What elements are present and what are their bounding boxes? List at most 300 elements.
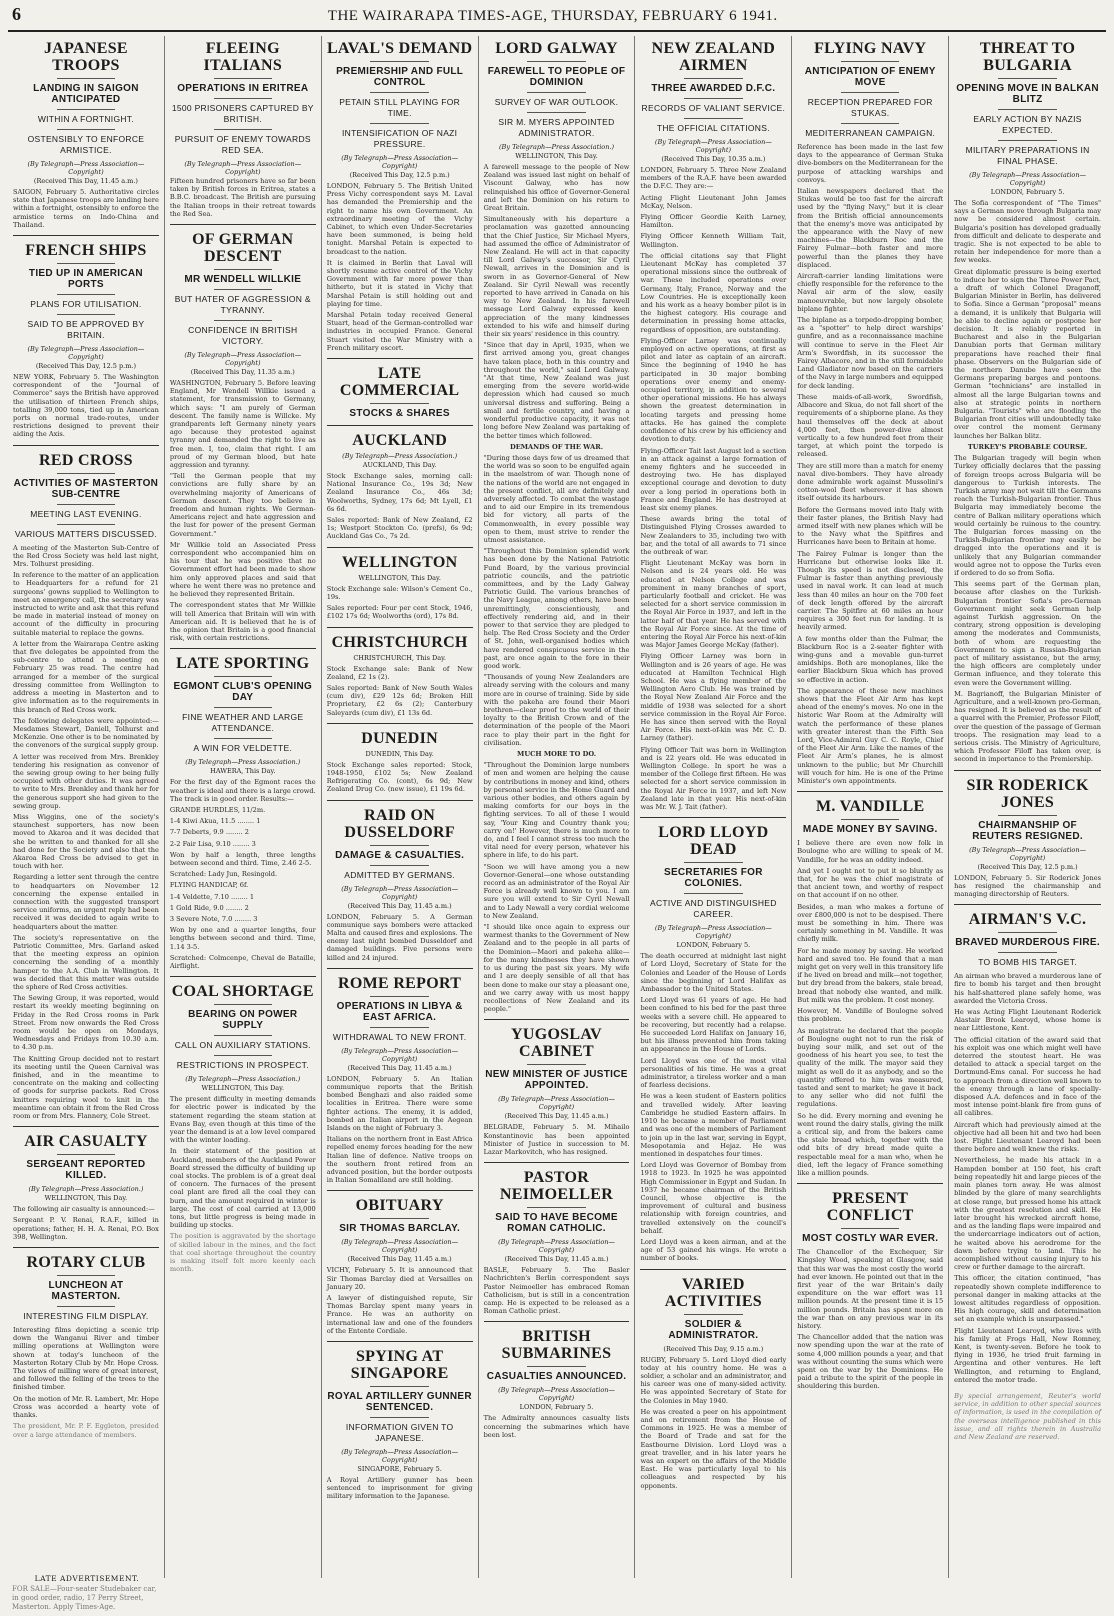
article-subheading: CALL ON AUXILIARY STATIONS. bbox=[174, 1040, 311, 1051]
article-paragraph: The following air casualty is announced:— bbox=[13, 1205, 155, 1214]
article-paragraph: Sales reported: Bank of New Zealand, £2 1s; Westport Stockton Co. (prefs), 6s 9d; Auckland Gas Co., 7s 2d. bbox=[326, 516, 473, 541]
article-headline: LORD GALWAY bbox=[495, 40, 618, 57]
article-dateline: HAWERA, This Day. bbox=[210, 767, 276, 776]
article bbox=[327, 634, 473, 717]
article bbox=[170, 231, 316, 642]
article-paragraph: This officer, the citation continued, "has repeatedly shown complete indifference to personal danger in making attacks at the lowest altitudes regardless of opposition. His high courage, skill and determination set an example which is unsurpassed." bbox=[954, 1274, 1102, 1324]
article-paragraph: A few months older than the Fulmar, the Blackburn Roc is a 2-seater fighter with wing-guns and a movable gun-turret amidships. Both are monoplanes, like the earlier Blackburn Skua which has proved so effective in action. bbox=[797, 634, 944, 684]
article-headline: SIR RODERICK JONES bbox=[966, 776, 1089, 811]
article-paragraph: For the first day of the Egmont races the weather is ideal and there is a large crowd. The track is in good order. Results:— bbox=[169, 778, 316, 803]
article-credit: (By Telegraph—Press Association—Copyright) bbox=[341, 154, 459, 170]
article-subheading: PLANS FOR UTILISATION. bbox=[30, 299, 142, 310]
article-paragraph: VICHY, February 5. It is announced that Sir Thomas Barclay died at Versailles on January 20. bbox=[326, 1266, 473, 1291]
article-paragraph: LONDON, February 5. A German communique says bombers were attacked Malta and caused fires and explosions. The enemy last night bombed Dusseldorf and damaged buildings. Five persons were killed and 24 injured. bbox=[326, 912, 473, 962]
divider bbox=[57, 109, 115, 110]
article-paragraph: Won by one and a quarter lengths, four lengths between second and third. Time, 1.14 3-5. bbox=[169, 926, 316, 951]
article-subheading: DAMAGE & CASUALTIES. bbox=[335, 849, 465, 861]
article-paragraph: An airman who braved a murderous lane of fire to bomb his target and then brought his half-shattered plane safely home, was awarded the Victoria Cross. bbox=[954, 972, 1102, 1005]
article-headline: CHRISTCHURCH bbox=[331, 633, 468, 651]
article-subheading: ROYAL ARTILLERY GUNNER SENTENCED. bbox=[327, 1391, 472, 1414]
article-divider bbox=[13, 445, 159, 446]
column-7 bbox=[949, 36, 1106, 1578]
article-paragraph: Stock Exchange sales, morning call: National Insurance Co., 19s 3d; New Zealand Insurance Co., 46s 3d; Woolworths, Sydney, 17s 6d; Mt Lyell, £1 6s 6d. bbox=[326, 472, 473, 513]
article bbox=[13, 40, 159, 229]
columns bbox=[8, 36, 1106, 1578]
column-2 bbox=[165, 36, 322, 1578]
column-3 bbox=[322, 36, 479, 1578]
article-divider bbox=[170, 648, 316, 649]
article-divider bbox=[640, 817, 786, 818]
page-number: 6 bbox=[12, 4, 22, 24]
article-paragraph: "I should like once again to express our warmest thanks to the Government of New Zealand and to the people in all parts of the Dominion—Maori and pakeha alike—for the many kindnesses they have shown to us during the past six years. My wife and I are deeply sensible of all that has been done to make our stay a pleasant one, and we carry away with us most happy recollections of New Zealand and its people." bbox=[483, 923, 630, 1014]
divider bbox=[527, 1207, 585, 1208]
article-subheading: BEARING ON POWER SUPPLY bbox=[188, 1009, 298, 1032]
divider bbox=[370, 1218, 428, 1219]
article-paragraph: The position is aggravated by the shortage of skilled labour in the mines, and the fact that coal shortage throughout the country is making itself felt more keenly each month. bbox=[169, 1232, 316, 1274]
late-advertisement-text: FOR SALE—Four-seater Studebaker car, in good order, radio, 17 Perry Street, Masterton. Apply Times-Age. bbox=[12, 1585, 157, 1611]
article-headline: FRENCH SHIPS bbox=[25, 242, 147, 260]
article bbox=[170, 983, 316, 1273]
article-credit: (By Telegraph—Press Association.) bbox=[499, 143, 614, 151]
article-subheading: SAID TO HAVE BECOME ROMAN CATHOLIC. bbox=[495, 1212, 618, 1235]
article-headline: FLYING NAVY bbox=[814, 40, 927, 57]
divider bbox=[214, 1055, 272, 1056]
article-credit: (By Telegraph—Press Association.) bbox=[185, 1075, 301, 1084]
article-subheading: ACTIVE AND DISTINGUISHED CAREER. bbox=[650, 898, 777, 920]
article-paragraph: The Bulgarian tragedy will begin when Turkey officially declares that the passing of foreign troops across Bulgaria will be dangerous to Turkish interests. The Turkish army may not wait till the Germans reach the Turkish-Bulgarian frontier. Thus Bulgaria may immediately become the centre of Balkan military operations which would certainly be ruinous to the country. The Bulgarian forces massing on the Turkish-Bulgarian frontier may easily be dragged into the operations and it is unlikely that any Bulgarian commander would agree not to oppose the Turks even if ordered to do so from Sofia. bbox=[954, 454, 1102, 577]
article-paragraph: The correspondent states that Mr Willkie will tell America that Britain will win with American aid. It is believed that he is of the opinion that Britain is a good financial risk, with certain restrictions. bbox=[169, 601, 316, 643]
divider bbox=[57, 1154, 115, 1155]
article-divider bbox=[484, 1321, 630, 1322]
article-credit: (By Telegraph—Press Association.) bbox=[342, 452, 458, 461]
article-dateline: (Received This Day, 10.35 a.m.) bbox=[661, 155, 766, 163]
article-paragraph: Flying Officer Kenneth William Tait, Wellington. bbox=[640, 232, 787, 249]
article-paragraph: Flying Officer Tait was born in Wellington and is 22 years old. He was educated in Wellington College. In sport he was a member of the College first fifteen. He was selected for a short service commission in the Royal Air Force in 1937, and left New Zealand late in that year. His next-of-kin was Mr. W. J. Tait (father). bbox=[640, 745, 787, 812]
article-paragraph: "Throughout this Dominion splendid work has been done by the National Patriotic Fund Board, by the various provincial patriotic councils, and the patriotic committees, and by the Lady Galway Patriotic Guild. The various branches of the Navy League, among others, have been unremittingly, conscientiously, and effectively rendering aid, and in their power to that service they are pledged to help. The Red Cross Society and the Order of St. John, well-organised bodies which have rendered conspicuous service in the past, are once again to the fore in their good work. bbox=[483, 547, 630, 670]
article-paragraph: In reference to the matter of an application to Headquarters for a refund for 21 surgeons' gowns supplied to Wellington to meet an emergency call, the secretary was instructed to write and ask that this refund be made in material instead of money on account of the difficulty in procuring suitable material to replace the gowns. bbox=[13, 571, 159, 637]
article-divider bbox=[327, 425, 473, 426]
article-headline: FLEEING ITALIANS bbox=[203, 40, 283, 74]
article-paragraph: The present difficulty in meeting demands for electric power is indicated by the statement regarding the steam station at Evans Bay, even though at this time of the year the demand is at a low level compared with the winter loading. bbox=[169, 1095, 316, 1145]
article-dateline: DUNEDIN, This Day. bbox=[365, 749, 434, 758]
article-divider bbox=[13, 235, 159, 236]
article-subheading: CASUALTIES ANNOUNCED. bbox=[486, 1371, 627, 1383]
column-5 bbox=[635, 36, 792, 1578]
article-subheading: SECRETARIES FOR COLONIES. bbox=[663, 867, 763, 890]
reuters-note: By special arrangement, Reuter's world service, in addition to other special sources of information, is used in the compilation of the overseas intelligence published in this issue, and all rights therein in Australia and New Zealand are reserved. bbox=[954, 1391, 1102, 1441]
article-paragraph: Scratched: Lady Jun, Resingold. bbox=[169, 870, 278, 879]
article-paragraph: They are still more than a match for enemy naval dive-bombers. They have already done admirable work against Mussolini's cotton-wool fleet wherever it has shown itself outside its harbours. bbox=[797, 461, 944, 503]
article-credit: (By Telegraph—Press Association—Copyright) bbox=[654, 138, 772, 154]
article-paragraph: Aircraft-carrier landing limitations were chiefly responsible for the reference to the Naval air arm of the slow, easily manoeuvrable, but now largely obsolete biplane fighter. bbox=[797, 272, 944, 313]
divider bbox=[370, 1027, 428, 1028]
article-subheading: BRAVED MURDEROUS FIRE. bbox=[955, 937, 1100, 949]
article-divider bbox=[327, 547, 473, 548]
article bbox=[640, 1276, 786, 1490]
article-subheading: INFORMATION GIVEN TO JAPANESE. bbox=[345, 1422, 454, 1444]
article-dateline: (Received This Day, 11.45 a.m.) bbox=[33, 177, 138, 185]
article-paragraph: Nevertheless, he made his attack in a Hampden bomber at 150 feet, his craft being repeatedly hit and large pieces of the main planes torn away. He was almost blinded by the glare of many searchlights at close range, but pressed home his attack with the greatest resolution and skill. He later brought his wrecked aircraft home, and as the landing flaps were impaired and the undercarriage indicators out of action, he waited above his aerodrome for the dawn before trying to land. This he accomplished without causing injury to his crew or further damage to the aircraft. bbox=[954, 1156, 1102, 1272]
article-subheading: PURSUIT OF ENEMY TOWARDS RED SEA. bbox=[174, 134, 311, 155]
article bbox=[170, 40, 316, 218]
article-paragraph: 3 Severe Note, 7.0 ........ 3 bbox=[169, 914, 258, 923]
divider bbox=[370, 1417, 428, 1418]
article-paragraph: The Fairey Fulmar is longer than the Hurricane but otherwise looks like it. Though its speed is not disclosed, the Fulmar is faster than anything previously used in naval work. It can lead at much less than 40 miles an hour on the 700 feet of deck length offered by the aircraft carrier. The Spitfire at 60 miles an hour requires a 300 feet run for landing. It is heavily armed. bbox=[797, 549, 944, 632]
article-divider bbox=[13, 1126, 159, 1127]
article-divider bbox=[13, 1247, 159, 1248]
article-paragraph: The official citation of the award said that his exploit was one which might well have deterred the stoutest heart. He was detailed to attack a special target on the Dortmund-Ems canal. For success he had to approach from a direction well known to the enemy through a lane of specially-disposed A.A. defences and in face of the most intense point-blank fire from guns of all calibres. bbox=[954, 1035, 1102, 1118]
article-paragraph: "Thousands of young New Zealanders are already serving with the colours and many more are in course of training. Side by side with the pakeha are found their Maori brethren—clear proof to the world of their loyalty to the British Crown and of the determination of the people of the Maori race to play their part in the fight for civilisation. bbox=[483, 673, 630, 747]
article-subheading: PREMIERSHIP AND FULL CONTROL bbox=[336, 66, 464, 88]
article-divider bbox=[484, 1019, 630, 1020]
article-paragraph: 2-2 Fair Lisa, 9.10 ........ 3 bbox=[169, 839, 256, 848]
article-paragraph: The following delegates were appointed:—Mesdames Stewart, Daniell, Tolhurst and McKenzie. One other is to be nominated by the convenors of the surgical supply group. bbox=[13, 716, 159, 750]
divider bbox=[214, 129, 272, 130]
article-headline: ROTARY CLUB bbox=[26, 1254, 146, 1272]
article-paragraph: The Admiralty announces casualty lists concerning the submarines which have been lost. bbox=[483, 1414, 630, 1439]
divider bbox=[998, 815, 1057, 816]
divider bbox=[998, 952, 1057, 953]
article bbox=[327, 554, 473, 621]
divider bbox=[841, 1228, 899, 1229]
article-subheading: LUNCHEON AT MASTERTON. bbox=[48, 1280, 124, 1303]
article-subheading: THREE AWARDED D.F.C. bbox=[651, 83, 776, 94]
article-credit: (By Telegraph—Press Association—Copyright) bbox=[498, 1386, 615, 1403]
article-paragraph: Stock Exchange sales reported: Stock, 1948-1950, £102 5s; New Zealand Refrigerating Co. (cont), 6s 9d; New Zealand Drug Co. (new issue), £1 19s 6d. bbox=[326, 760, 473, 794]
article-paragraph: MUCH MORE TO DO. bbox=[517, 750, 596, 759]
column-1 bbox=[8, 36, 165, 1578]
article-subheading: WITHDRAWAL TO NEW FRONT. bbox=[332, 1031, 467, 1042]
article-divider bbox=[484, 1162, 630, 1163]
article-subheading: FINE WEATHER AND LARGE ATTENDANCE. bbox=[182, 712, 304, 734]
divider bbox=[841, 123, 899, 124]
divider bbox=[527, 61, 585, 62]
article-paragraph: Scratched: Colmcenpe, Cheval de Bataille, Airflight. bbox=[169, 953, 316, 970]
article-headline: LAVAL'S DEMAND bbox=[326, 40, 473, 57]
article-subheading: BUT HATER OF AGGRESSION & TYRANNY. bbox=[174, 294, 311, 316]
article-paragraph: BASLE, February 5. The Basler Nachrichten's Berlin correspondent says Pastor Neimoeller has embraced Roman Catholicism, but is still in a concentration camp. He is expected to be released as a Roman Catholic priest. bbox=[483, 1266, 630, 1316]
article-paragraph: Won by half a length, three lengths between second and third. Time, 2.46 2-5. bbox=[169, 850, 316, 867]
divider bbox=[57, 473, 115, 474]
article bbox=[327, 432, 473, 541]
divider bbox=[998, 78, 1057, 79]
article-credit: (By Telegraph—Press Association—Copyright) bbox=[654, 924, 772, 941]
divider bbox=[527, 112, 585, 113]
article-headline: OF GERMAN DESCENT bbox=[192, 231, 294, 266]
article-headline: BRITISH SUBMARINES bbox=[501, 1328, 612, 1363]
article-paragraph: 1 Gold Ride, 9.0 ........ 2 bbox=[169, 903, 249, 912]
article-subheading: ANTICIPATION OF ENEMY MOVE bbox=[804, 66, 936, 88]
article-credit: (By Telegraph—Press Association—Copyright) bbox=[184, 351, 302, 368]
article-paragraph: Stock Exchange sale: Wilson's Cement Co., 19s. bbox=[326, 584, 473, 601]
article-credit: (By Telegraph—Press Association—Copyright) bbox=[27, 345, 145, 362]
divider bbox=[998, 109, 1057, 110]
article-headline: LORD LLOYD DEAD bbox=[658, 824, 769, 859]
divider bbox=[998, 140, 1057, 141]
article-paragraph: SAIGON, February 5. Authoritative circles state that Japanese troops are landing here within a fortnight, ostensibly to enforce the armistice terms on Indo-China and Thailand. bbox=[13, 188, 159, 229]
article-paragraph: "During those days few of us dreamed that the world was so soon to be engulfed again in the maelstrom of war. Though none of the nations of the world are not engaged in the present conflict, all are definitely and adversely affected. To combat the wastage and to aid our Empire in its tremendous bid for victory, all parts of the Commonwealth, in every possible way open to them, must strive to render the utmost assistance. bbox=[483, 453, 630, 544]
divider bbox=[370, 123, 428, 124]
divider bbox=[370, 865, 428, 866]
article-divider bbox=[954, 904, 1101, 905]
article-headline: OBITUARY bbox=[355, 1197, 444, 1215]
article-paragraph: The biplane as a torpedo-dropping bomber, as a "spotter" to help direct warships' gunfire, and as a reconnaissance machine will continue to serve in the Fleet Air Arm's Swordfish, in its successor the Fairey Albacore, and in the still formidable Land Gladiator now based on the carriers of the Navy in large numbers and equipped for deck landing. bbox=[797, 316, 944, 390]
article-headline: AIR CASUALTY bbox=[24, 1133, 148, 1151]
divider bbox=[57, 78, 115, 79]
article-paragraph: The Knitting Group decided not to restart its meeting until the Queen Carnival was finished, and in the meantime to concentrate on the making and collecting of goods for surprise packets. Red Cross knitters requiring wool to knit in the meantime can obtain it from the Red Cross room or from Mrs. Flannery, Cole Street. bbox=[13, 1054, 159, 1121]
article-divider bbox=[327, 968, 473, 969]
article-subheading: MEDITERRANEAN CAMPAIGN. bbox=[805, 128, 936, 138]
article-paragraph: Acting Flight Lieutenant John James McKay, Nelson. bbox=[640, 193, 787, 210]
article-paragraph: Reference has been made in the last few days to the appearance of German Stuka dive-bombers on the Mediterranean for the purpose of attacking warships and convoys. bbox=[797, 143, 944, 184]
article-paragraph: Sales reported: Bank of New South Wales (cum div), £29 12s 6d; Broken Hill Proprietary, £2 6s (2); Canterbury Saleyards (cum div), £1 13s 6d. bbox=[326, 683, 473, 717]
divider bbox=[57, 1306, 115, 1307]
divider bbox=[841, 819, 899, 820]
article-paragraph: GRANDE HURDLES, 11/2m. bbox=[169, 805, 266, 814]
article-paragraph: FLYING HANDICAP, 6f. bbox=[169, 881, 249, 890]
divider bbox=[214, 738, 272, 739]
article-dateline: (Received This Day, 11.45 a.m.) bbox=[504, 1255, 609, 1264]
article-credit: (By Telegraph—Press Association—Copyright) bbox=[969, 845, 1087, 862]
article-paragraph: This seems part of the German plan, because after clashes on the Turkish-Bulgarian frontier Sofia's pro-German Government might seek German help against Turkish aggression. On the contrary, strong opposition is developing among the moderates and Communists, both of whom are requesting the Government to sign a Russian-Bulgarian pact of military assistance, but the army, the high officers are completely under German influence, and they tolerate this even were the Government willing. bbox=[954, 580, 1102, 687]
article-paragraph: However, M. Vandille of Boulogne solved this problem. bbox=[797, 1007, 944, 1024]
article bbox=[13, 242, 159, 439]
article-divider bbox=[327, 1341, 473, 1342]
article-paragraph: Flight Lieutenant Learoyd, who lives with his family at Frogs Hall, New Romney, Kent, is twenty-seven. Before he took to flying in 1936, he tried fruit farming in Argentina and other ventures. He left Wellington, and returning to England, entered the motor trade. bbox=[954, 1326, 1102, 1384]
article-paragraph: NEW YORK, February 5. The Washington correspondent of the "Journal of Commerce" says the British have approved the utilisation of thirteen French ships, totalling 39,000 tons, tied up in American ports on normal trade-routes, under restrictions designed to prevent their aiding the Axis. bbox=[13, 373, 159, 439]
article-credit: (By Telegraph—Press Association—Copyright) bbox=[341, 884, 459, 901]
article-dateline: WELLINGTON, This Day. bbox=[358, 573, 441, 582]
article-paragraph: Mr Willkie told an Associated Press correspondent who accompanied him on his tour that he was positive that no Government effort had been made to show him only approved places and said that where he went there was no pretence and he believed they represented Britain. bbox=[169, 540, 316, 599]
divider bbox=[214, 1035, 272, 1036]
divider bbox=[370, 403, 428, 404]
article-paragraph: He was Acting Flight Lieutenant Roderick Alastair Brook Learoyd, whose home is near Littlestone, Kent. bbox=[954, 1008, 1102, 1033]
divider bbox=[214, 98, 272, 99]
divider bbox=[57, 263, 115, 264]
article-credit: (By Telegraph—Press Association—Copyright) bbox=[969, 171, 1087, 187]
divider bbox=[57, 504, 115, 505]
article bbox=[484, 40, 630, 1013]
article-credit: (By Telegraph—Press Association.) bbox=[185, 758, 301, 767]
article-paragraph: A meeting of the Masterton Sub-Centre of the Red Cross Society was held last night, Mrs. Tolhurst presiding. bbox=[13, 543, 159, 569]
article-paragraph: Marshal Petain today received General Stuart, head of the German-controlled war industries in occupied France. General Stuart visited the War Ministry with a French military escort. bbox=[326, 311, 473, 352]
article-divider bbox=[327, 800, 473, 801]
article bbox=[797, 1190, 943, 1390]
article-paragraph: The president, Mr. P. F. Eggleton, presided over a large attendance of members. bbox=[13, 1422, 159, 1439]
article-subheading: EARLY ACTION BY NAZIS EXPECTED. bbox=[973, 114, 1082, 135]
article-subheading: MOST COSTLY WAR EVER. bbox=[802, 1233, 939, 1245]
article-paragraph: DEMANDS OF THE WAR. bbox=[510, 442, 604, 451]
article-dateline: CHRISTCHURCH, This Day. bbox=[353, 653, 446, 662]
article-subheading: SIR M. MYERS APPOINTED ADMINISTRATOR. bbox=[498, 117, 615, 138]
article-subheading: RESTRICTIONS IN PROSPECT. bbox=[176, 1060, 309, 1071]
article-paragraph: He was a keen student of Eastern politics and travelled widely. After leaving Cambridge he studied Eastern affairs. In 1910 he became a member of Parliament and was one of the members of Parliament to join up in the last war, serving in Egypt, Mesopotamia and Hejaz. He was mentioned in despatches four times. bbox=[640, 1092, 787, 1158]
article-dateline: (Received This Day, 12.5 p.m.) bbox=[35, 362, 136, 371]
divider bbox=[214, 78, 272, 79]
article-paragraph: Stock Exchange sale: Bank of New Zealand, £2 1s (2). bbox=[326, 664, 473, 681]
article-dateline: (Received This Day, 11.45 a.m.) bbox=[504, 1112, 609, 1121]
article-credit: (By Telegraph—Press Association—Copyright) bbox=[498, 1095, 615, 1112]
article-paragraph: Regarding a letter sent through the centre to headquarters on November 12 concerning the expense entailed in connection with the suggested transport service uniforms, an urgent reply had been received it was decided to again write to headquarters about the matter. bbox=[13, 873, 159, 931]
divider bbox=[214, 676, 272, 677]
article-headline: LATE SPORTING bbox=[176, 655, 310, 673]
article-credit: (By Telegraph—Press Association—Copyright) bbox=[341, 1238, 459, 1255]
article-dateline: WELLINGTON, This Day. bbox=[201, 1084, 285, 1093]
divider bbox=[684, 118, 742, 119]
article-paragraph: In their statement of the position at Auckland, members of the Auckland Power Board stressed the difficulty of building up coal stocks. The problem is of a great deal of concern. The furnaces of the present coal plant are fired all the coal they can burn, and the amount required in winter is large. The cost of coal carried at 13,000 tons, but little progress is being made in building up stocks. bbox=[169, 1147, 316, 1230]
article-subheading: OSTENSIBLY TO ENFORCE ARMISTICE. bbox=[27, 134, 145, 155]
divider bbox=[684, 78, 742, 79]
article-subheading: CHAIRMANSHIP OF REUTERS RESIGNED. bbox=[972, 819, 1083, 842]
article-headline: WELLINGTON bbox=[341, 553, 458, 571]
article-dateline: LONDON, February 5. bbox=[676, 941, 751, 950]
article bbox=[327, 1348, 473, 1501]
article-paragraph: A letter from the Wairarapa Centre asking that five delegates be appointed from the sub-centre to attend a meeting on February 25 was read. The centre had arranged for a member of the surgical dressing committee from Wellington to address a meeting in Masterton and to give information as to the requirements in this branch of Red Cross work. bbox=[13, 639, 159, 714]
article-paragraph: The Sewing Group, it was reported, would restart its weekly meeting beginning on Friday in the Red Cross rooms in Park Street. From now onwards the Red Cross room would be open on Mondays, Wednesdays and Fridays from 10.30 a.m. to 4.30 p.m. bbox=[13, 994, 159, 1052]
article-divider bbox=[170, 224, 316, 225]
article-paragraph: As magistrate he declared that the people of Boulogne ought not to run the risk of buying sour milk, and set out of the goodness of his heart you see, to test the quality of the milk. The mayor said they might as well do it as anybody, and so the quantity offered to him was measured, tasted and sent to market; he gave it back to any seller who did not fulfil the regulations. bbox=[797, 1026, 944, 1109]
article-headline: RAID ON DUSSELDORF bbox=[344, 806, 455, 841]
divider bbox=[841, 92, 899, 93]
article-paragraph: "Soon we will have among you a new Governor-General—one whose outstanding record as an administrator of the Royal Air Force is already well known to you. I am sure you will extend to Sir Cyril Newall and to Lady Newall a very cordial welcome to New Zealand. bbox=[483, 862, 630, 920]
masthead bbox=[8, 4, 1106, 32]
article-dateline: SINGAPORE, February 5. bbox=[357, 1465, 442, 1474]
article-headline: AIRMAN'S V.C. bbox=[968, 911, 1087, 929]
article-divider bbox=[327, 723, 473, 724]
article-paragraph: "Throughout the Dominion large numbers of men and women are helping the cause by contributions in money and kind, others by personal service in the Home Guard and various other bodies, and others again by making comforts for our boys in the fighting services. To all of these I would say, 'Your King and Country thank you; carry on!' However, there is much more to do, and I feel I cannot stress too much the vital need for every person, whatever his sphere in life, to do his part. bbox=[483, 761, 630, 860]
article-paragraph: RUGBY, February 5. Lord Lloyd died early today at his country home. He was a soldier, a scholar and an administrator, and his career was one of many-sided activity. He was appointed Secretary of State for the Colonies in May 1940. bbox=[640, 1355, 787, 1405]
article-subheading: INTERESTING FILM DISPLAY. bbox=[23, 1311, 149, 1322]
article-paragraph: The Sofia correspondent of "The Times" says a German move through Bulgaria may now be considered almost certain. Bulgaria's position has developed gradually from difficult and delicate to desperate and tragic. She is not expected to be able to retain her independence for more than a few weeks. bbox=[954, 199, 1102, 265]
divider bbox=[370, 92, 428, 93]
article-headline: YUGOSLAV CABINET bbox=[510, 1026, 603, 1061]
article-headline: DUNEDIN bbox=[361, 729, 439, 747]
article-divider bbox=[797, 1183, 943, 1184]
article-subheading: SIR THOMAS BARCLAY. bbox=[339, 1223, 461, 1235]
article-headline: AUCKLAND bbox=[352, 432, 448, 450]
article-subheading: TO BOMB HIS TARGET. bbox=[978, 957, 1077, 968]
article bbox=[13, 1133, 159, 1241]
article-credit: (By Telegraph—Press Association—Copyright) bbox=[27, 160, 145, 176]
divider bbox=[370, 1386, 428, 1387]
divider bbox=[57, 524, 115, 525]
divider bbox=[57, 129, 115, 130]
article-paragraph: Sergeant P. V. Renai, R.A.F., killed in operations; father, H. H. A. Renai, P.O. Box 398, Wellington. bbox=[13, 1216, 159, 1241]
article-headline: NEW ZEALAND AIRMEN bbox=[651, 40, 776, 74]
article-headline: PRESENT CONFLICT bbox=[826, 1190, 914, 1225]
divider bbox=[57, 1275, 115, 1276]
article-headline: RED CROSS bbox=[39, 451, 133, 469]
article-subheading: RECORDS OF VALIANT SERVICE. bbox=[641, 103, 786, 113]
article bbox=[797, 798, 943, 1177]
article-subheading: ADMITTED BY GERMANS. bbox=[344, 869, 455, 880]
article bbox=[327, 1197, 473, 1335]
article-divider bbox=[327, 1190, 473, 1191]
article-subheading: TIED UP IN AMERICAN PORTS bbox=[28, 268, 143, 291]
article-paragraph: LONDON, February 5. Sir Roderick Jones has resigned the chairmanship and managing directorship of Reuters. bbox=[954, 873, 1102, 899]
article-paragraph: LONDON, February 5. Three New Zealand members of the R.A.F. have been awarded the D.F.C. They are:— bbox=[640, 166, 787, 191]
divider bbox=[527, 1064, 585, 1065]
divider bbox=[527, 1366, 585, 1367]
article-credit: (By Telegraph—Press Association.) bbox=[28, 1185, 144, 1194]
article-headline: LATE COMMERCIAL bbox=[339, 365, 460, 400]
article-subheading: MR WENDELL WILLKIE bbox=[184, 274, 302, 286]
article-paragraph: BELGRADE, February 5. M. Mihailo Konstantinovic has been appointed Minister of Justice in succession to M. Lazar Markovitch, who has resigned. bbox=[483, 1123, 630, 1156]
article-credit: (By Telegraph—Press Association—Copyright) bbox=[184, 160, 302, 176]
article-paragraph: It is claimed in Berlin that Laval will shortly resume active control of the Vichy Government with far more power than hitherto, but it is stated in Vichy that Marshal Petain is still holding out and playing for time. bbox=[326, 258, 473, 308]
late-advertisement-label: LATE ADVERTISEMENT. bbox=[34, 1574, 140, 1583]
article-headline: THREAT TO BULGARIA bbox=[979, 40, 1076, 74]
article-dateline: (Received This Day, 12.5 p.m.) bbox=[977, 862, 1078, 871]
article-subheading: ACTIVITIES OF MASTERTON SUB-CENTRE bbox=[13, 477, 159, 500]
column-6 bbox=[792, 36, 949, 1578]
article bbox=[484, 1026, 630, 1156]
divider bbox=[684, 862, 742, 863]
article-dateline: AUCKLAND, This Day. bbox=[362, 461, 437, 470]
article-paragraph: Fifteen hundred prisoners have so far been taken by British forces in Eritrea, states a B.B.C. broadcast. The British are pursuing the Italian troops in their retreat towards the Red Sea. bbox=[169, 177, 316, 218]
article bbox=[170, 655, 316, 970]
article-subheading: SAID TO BE APPROVED BY BRITAIN. bbox=[27, 319, 145, 341]
article-paragraph: Before the Germans moved into Italy with their faster planes, the British Navy had armed itself with new planes which will be to the Navy what the Spitfires and Hurricanes have been to Britain at home. bbox=[797, 505, 944, 547]
article-paragraph: The society's representative on the Patriotic Committee, Mrs. Garland asked that the meeting express an opinion concerning the sending of a monthly hamper to the A.A. Club in Wellington. It was decided that this matter was outside the sphere of Red Cross activities. bbox=[13, 933, 159, 991]
article bbox=[954, 40, 1101, 764]
article-dateline: WELLINGTON, This Day. bbox=[44, 1194, 128, 1203]
article-divider bbox=[954, 770, 1101, 771]
article bbox=[327, 365, 473, 419]
article-credit: (By Telegraph—Press Association—Copyright) bbox=[341, 1448, 459, 1465]
article bbox=[327, 40, 473, 352]
article-headline: VARIED ACTIVITIES bbox=[664, 1275, 762, 1310]
article-paragraph: The official citations say that Flight Lieutenant McKay has completed 37 operational missions since the outbreak of war. These included operations over Germany, Italy, France, Norway and the Low Countries. He is exceptionally keen and his work as a heavy bomber pilot is in the highest category. His courage and determination in pressing home attacks, regardless of opposition, are outstanding. bbox=[640, 251, 787, 334]
article-subheading: LANDING IN SAIGON ANTICIPATED bbox=[33, 83, 139, 105]
article-headline: M. VANDILLE bbox=[815, 798, 925, 816]
article-paragraph: WASHINGTON, February 5. Before leaving England, Mr Wendell Willkie issued a statement, for transmission to Germany, which says: "I am purely of German descent. The family name is Willcke. My grandparents left Germany ninety years ago because they protested against tyranny and demanded the right to live as free men. I, too, claim that right. I am proud of my German blood, but hate aggression and tyranny. bbox=[169, 379, 316, 470]
divider bbox=[684, 98, 742, 99]
article-dateline: WELLINGTON, This Day. bbox=[515, 152, 598, 160]
article-dateline: (Received This Day, 11.45 a.m.) bbox=[347, 901, 452, 910]
article-paragraph: 1-4 Kiwi Akua, 11.5 ........ 1 bbox=[169, 817, 261, 826]
article-paragraph: Italians on the northern front in East Africa repelled enemy forces heading for the new Italian line of defence. Native troops on the southern front retired from an advanced position, but the border outposts in Italian Somaliland are still holding. bbox=[326, 1135, 473, 1185]
divider bbox=[214, 269, 272, 270]
article-paragraph: 7-7 Deberts, 9.9 ........ 2 bbox=[169, 828, 249, 837]
article-subheading: OPERATIONS IN ERITREA bbox=[177, 83, 309, 94]
article bbox=[640, 40, 786, 811]
article bbox=[484, 1169, 630, 1315]
article-credit: (By Telegraph—Press Association—Copyright) bbox=[341, 1046, 459, 1063]
article-paragraph: Sales reported: Four per cent Stock, 1946, £102 17s 6d; Woolworths (ord), 17s 8d. bbox=[326, 604, 473, 621]
article-paragraph: Lord Lloyd was one of the most vital personalities of his time. He was a great administrator, a tireless worker and a man of fearless decisions. bbox=[640, 1056, 787, 1090]
article-subheading: NEW MINISTER OF JUSTICE APPOINTED. bbox=[485, 1069, 628, 1092]
article-paragraph: Miss Wiggins, one of the society's staunchest supporters, has now been moved to Akaroa and it was decided that she be written to and thanked for all she had done for the Society and also that the Akaroa Red Cross be advised to get in touch with her. bbox=[13, 812, 159, 871]
article-paragraph: TURKEY'S PROBABLE COURSE. bbox=[967, 442, 1088, 451]
article bbox=[13, 1254, 159, 1439]
article-subheading: MADE MONEY BY SAVING. bbox=[802, 824, 938, 836]
article-headline: COAL SHORTAGE bbox=[171, 983, 314, 1001]
newspaper-title: THE WAIRARAPA TIMES-AGE, THURSDAY, FEBRUARY 6 1941. bbox=[327, 8, 778, 24]
article bbox=[327, 807, 473, 962]
article-paragraph: Italian newspapers declared that the Stukas would be too fast for the aircraft used by the "flying Navy," but it is clear from the British official announcements that the enemy's move was anticipated by the appearance with the Navy of new machines—the Blackburn Roc and the Fairey Fulmar—both faster and more powerful than the planes they have displaced. bbox=[797, 187, 944, 269]
article-dateline: LONDON, February 5. bbox=[519, 1403, 594, 1412]
article-paragraph: Lord Lloyd was a keen airman, and at the age of 53 gained his wings. He wrote a number of books. bbox=[640, 1237, 787, 1263]
divider bbox=[370, 845, 428, 846]
article-paragraph: LONDON, February 5. An Italian communique reports that the British bombed Benghazi and also raided some localities in Eritrea. There were some fighter actions. The enemy, it is added, bombed an Italian airport in the Aegean Islands on the night of February 3. bbox=[326, 1074, 473, 1132]
article-headline: JAPANESE TROOPS bbox=[43, 40, 128, 74]
article-subheading: SOLDIER & ADMINISTRATOR. bbox=[668, 1318, 759, 1341]
article bbox=[327, 975, 473, 1185]
article bbox=[13, 452, 159, 1121]
article-paragraph: "Since that day in April, 1935, when we first arrived among you, great changes have taken place, both in this country and throughout the world," said Lord Galway. "At that time, New Zealand was just emerging from the severe world-wide depression which had caused so much universal distress and suffering. Being a small and fertile country, and having a wonderful productive capacity, it was not long before New Zealand was partaking of the better times which followed. bbox=[483, 341, 630, 440]
article-subheading: PETAIN STILL PLAYING FOR TIME. bbox=[339, 97, 461, 118]
